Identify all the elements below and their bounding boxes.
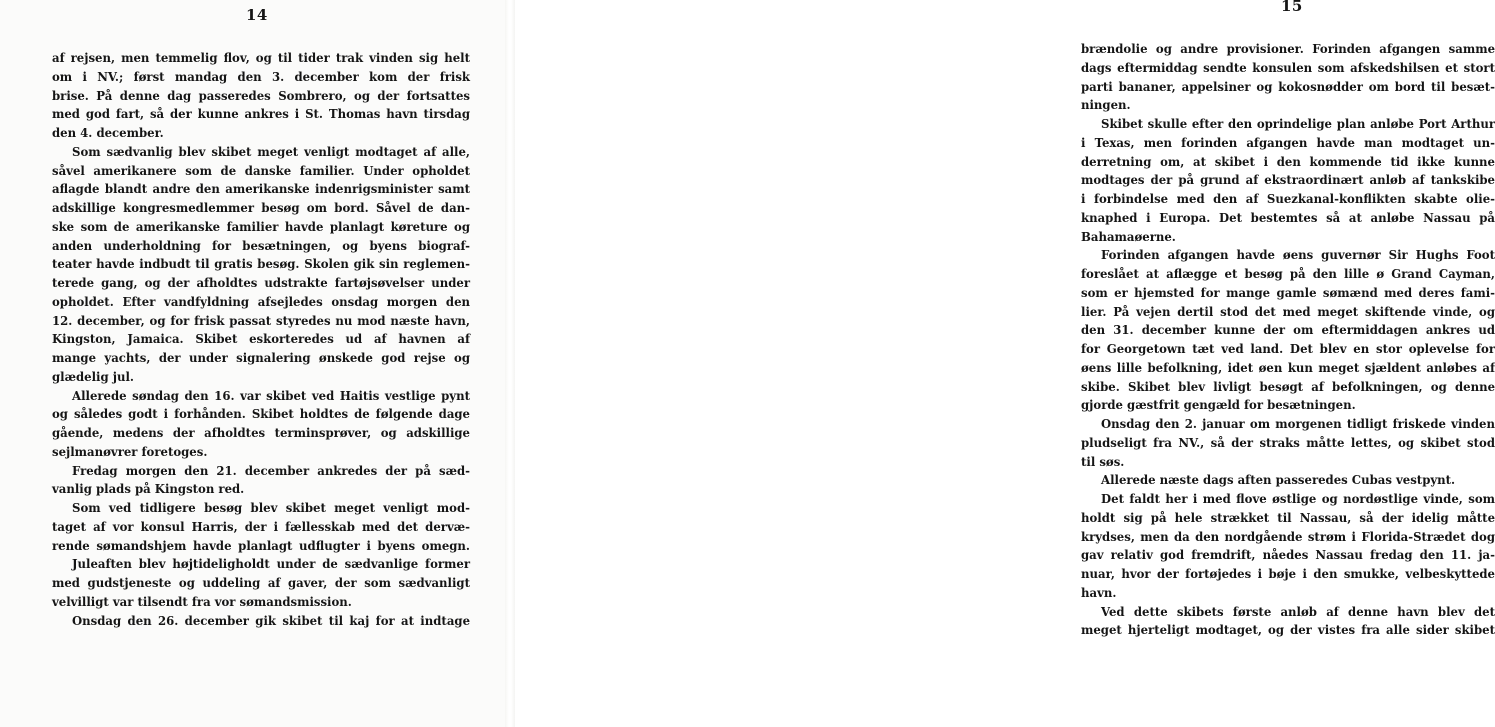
text-line: opholdet. Efter vandfyldning afsejledes onsdag morgen den [52, 294, 470, 309]
text-line: om i NV.; først mandag den 3. december kom der frisk [52, 69, 470, 84]
text-line: med god fart, så der kunne ankres i St. Thomas havn tirsdag [52, 107, 470, 122]
text-line: Som ved tidligere besøg blev skibet meget venligt mod- [72, 501, 470, 515]
text-line: pludseligt fra NV., så der straks måtte lettes, og skibet stod [1081, 435, 1495, 450]
text-line: krydses, men da den nordgående strøm i Florida-Strædet dog [1081, 529, 1495, 544]
text-line: nuar, hvor der fortøjedes i bøje i den smukke, velbeskyttede [1081, 567, 1495, 581]
text-line: mange yachts, der under signalering ønskede god rejse og [52, 351, 470, 365]
right-page-text [1081, 40, 1495, 640]
text-line: Forinden afgangen havde øens guvernør Sir Hughs Foot [1101, 248, 1495, 263]
text-line: aflagde blandt andre den amerikanske indenrigsminister samt [52, 182, 470, 197]
text-line: Fredag morgen den 21. december ankredes der på sæd- [72, 463, 470, 478]
text-line: Skibet skulle efter den oprindelige plan anløbe Port Arthur [1101, 117, 1495, 131]
text-line: lier. På vejen dertil stod det med meget skiftende vinde, og [1081, 304, 1495, 319]
text-line: ske som de amerikanske familier havde planlagt køreture og [52, 219, 470, 234]
text-line: rende sømandshjem havde planlagt udflugter i byens omegn. [52, 538, 470, 553]
text-line: af rejsen, men temmelig flov, og til tider trak vinden sig helt [52, 51, 470, 65]
text-line: med gudstjeneste og uddeling af gaver, der som sædvanligt [52, 576, 470, 590]
text-line: sejlmanøvrer foretoges. [52, 444, 208, 459]
text-line: modtages der på grund af ekstraordinært anløb af tankskibe [1081, 173, 1495, 188]
text-line: brændolie og andre provisioner. Forinden afgangen samme [1081, 42, 1495, 56]
text-line: parti bananer, appelsiner og kokosnødder om bord til besæt- [1081, 79, 1495, 94]
text-line: havn. [1081, 585, 1117, 600]
text-line: 12. december, og for frisk passat styredes nu mod næste havn, [52, 313, 470, 328]
text-line: øens lille befolkning, idet øen kun meget sjældent anløbes af [1081, 360, 1495, 375]
text-line: som er hjemsted for mange gamle sømænd med deres fami- [1081, 285, 1495, 300]
text-line: Onsdag den 26. december gik skibet til kaj for at indtage [72, 613, 470, 628]
text-line: Kingston, Jamaica. Skibet eskorteredes ud af havnen af [52, 332, 470, 347]
text-line: og således godt i forhånden. Skibet holdtes de følgende dage [52, 407, 470, 422]
text-line: såvel amerikanere som de danske familier. Under opholdet [52, 163, 470, 178]
page-number-left: 14 [246, 6, 268, 24]
text-line: gav relativ god fremdrift, nåedes Nassau fredag den 11. ja- [1081, 548, 1495, 563]
text-line: holdt sig på hele strækket til Nassau, så der idelig måtte [1081, 510, 1495, 525]
left-page-text [52, 49, 470, 630]
text-line: til søs. [1081, 454, 1125, 469]
text-line: meget hjerteligt modtaget, og der vistes fra alle sider skibet [1081, 623, 1495, 638]
text-line: teater havde indbudt til gratis besøg. Skolen gik sin reglemen- [52, 257, 470, 272]
text-line: dags eftermiddag sendte konsulen som afskedshilsen et stort [1081, 60, 1495, 75]
text-line: Ved dette skibets første anløb af denne havn blev det [1101, 604, 1495, 619]
text-line: Juleaften blev højtideligholdt under de sædvanlige former [72, 557, 470, 572]
text-line: taget af vor konsul Harris, der i fællesskab med det dervæ- [52, 519, 470, 534]
text-line: glædelig jul. [52, 369, 134, 384]
text-line: den 31. december kunne der om eftermiddagen ankres ud [1081, 323, 1495, 338]
text-line: vanlig plads på Kingston red. [52, 482, 245, 497]
text-line: gjorde gæstfrit gengæld for besætningen. [1081, 398, 1356, 413]
text-line: terede gang, og der afholdtes udstrakte fartøjsøvelser under [52, 276, 470, 290]
text-line: anden underholdning for besætningen, og byens biograf- [52, 238, 470, 253]
text-line: ningen. [1081, 98, 1131, 113]
text-line: den 4. december. [52, 126, 164, 140]
text-line: velvilligt var tilsendt fra vor sømandsmission. [52, 594, 352, 609]
text-line: adskillige kongresmedlemmer besøg om bord. Såvel de dan- [52, 201, 470, 215]
right-page [510, 0, 1495, 727]
text-line: for Georgetown tæt ved land. Det blev en stor oplevelse for [1081, 342, 1495, 356]
text-line: Det faldt her i med flove østlige og nordøstlige vinde, som [1101, 492, 1495, 506]
text-line: derretning om, at skibet i den kommende tid ikke kunne [1081, 154, 1495, 169]
text-line: i forbindelse med den af Suezkanal-konflikten skabte olie- [1081, 192, 1495, 206]
text-line: i Texas, men forinden afgangen havde man modtaget un- [1081, 135, 1495, 150]
text-line: skibe. Skibet blev livligt besøgt af befolkningen, og denne [1081, 379, 1495, 394]
text-line: brise. På denne dag passeredes Sombrero, og der fortsattes [52, 88, 470, 103]
text-line: Allerede søndag den 16. var skibet ved Haitis vestlige pynt [72, 388, 470, 403]
text-line: Allerede næste dags aften passeredes Cubas vestpynt. [1101, 473, 1456, 488]
text-line: Bahamaøerne. [1081, 229, 1176, 244]
text-line: knaphed i Europa. Det bestemtes så at anløbe Nassau på [1081, 210, 1495, 225]
scan-edge [985, 0, 1020, 110]
book-gutter [505, 0, 515, 727]
text-line: Som sædvanlig blev skibet meget venligt modtaget af alle, [72, 144, 470, 159]
text-line: gående, medens der afholdtes terminsprøver, og adskillige [52, 426, 470, 440]
page-number-right: 15 [1281, 0, 1303, 15]
text-line: foreslået at aflægge et besøg på den lille ø Grand Cayman, [1081, 267, 1495, 281]
left-page [0, 0, 510, 727]
text-line: Onsdag den 2. januar om morgenen tidligt friskede vinden [1101, 417, 1495, 431]
